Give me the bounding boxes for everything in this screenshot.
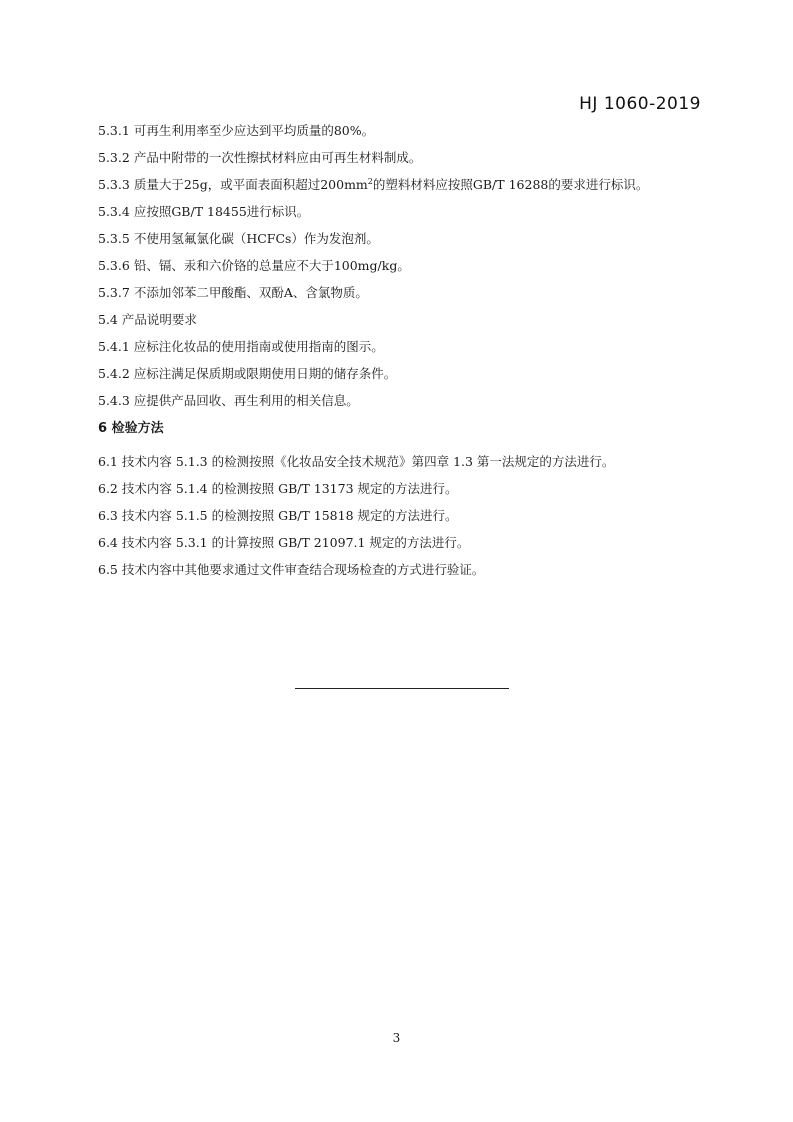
- page-number: 3: [392, 1031, 401, 1045]
- clause-6-5: 6.5 技术内容中其他要求通过文件审查结合现场检查的方式进行验证。: [98, 562, 485, 577]
- clause-text: 可再生利用率至少应达到平均质量的80%。: [133, 123, 375, 138]
- clause-number: 5.3.3: [98, 177, 130, 192]
- clause-5-4-1: 5.4.1 应标注化妆品的使用指南或使用指南的图示。: [98, 339, 384, 354]
- document-body: [98, 117, 708, 583]
- clause-number: 5.3.2: [98, 150, 130, 165]
- clause-text: 不添加邻苯二甲酸酯、双酚A、含氯物质。: [133, 285, 368, 300]
- clause-5-4-2: 5.4.2 应标注满足保质期或限期使用日期的储存条件。: [98, 366, 397, 381]
- clause-text: 应按照GB/T 18455进行标识。: [133, 204, 310, 219]
- clause-number: 5.3.6: [98, 258, 130, 273]
- section-5-4-title: 5.4 产品说明要求: [98, 312, 197, 327]
- clause-text: 铅、镉、汞和六价铬的总量应不大于100mg/kg。: [133, 258, 410, 273]
- clause-number: 5.3.4: [98, 204, 130, 219]
- superscript: 2: [367, 176, 373, 186]
- clause-number: 5.3.7: [98, 285, 130, 300]
- document-code: HJ 1060-2019: [579, 94, 701, 114]
- section-6-heading: 6 检验方法: [98, 421, 164, 436]
- clause-5-3-4: [98, 198, 708, 225]
- clause-6-1: 6.1 技术内容 5.1.3 的检测按照《化妆品安全技术规范》第四章 1.3 第一法规定的方法进行。: [98, 454, 615, 469]
- clause-5-4-3: 5.4.3 应提供产品回收、再生利用的相关信息。: [98, 393, 359, 408]
- clause-text: 不使用氢氟氯化碳（HCFCs）作为发泡剂。: [133, 231, 379, 246]
- clause-5-3-3: [98, 171, 708, 198]
- clause-6-4: 6.4 技术内容 5.3.1 的计算按照 GB/T 21097.1 规定的方法进行。: [98, 535, 470, 550]
- clause-number: 5.3.5: [98, 231, 130, 246]
- clause-5-3-7: [98, 279, 708, 306]
- clause-6-3: 6.3 技术内容 5.1.5 的检测按照 GB/T 15818 规定的方法进行。: [98, 508, 458, 523]
- clause-5-3-6: [98, 252, 708, 279]
- clause-5-3-1: [98, 117, 708, 144]
- clause-text: 质量大于25g，或平面表面积超过200mm: [133, 177, 368, 192]
- clause-5-3-5: [98, 225, 708, 252]
- end-of-text-rule: [295, 688, 509, 689]
- clause-number: 5.3.1: [98, 123, 130, 138]
- clause-6-2: 6.2 技术内容 5.1.4 的检测按照 GB/T 13173 规定的方法进行。: [98, 481, 458, 496]
- clause-5-3-2: [98, 144, 708, 171]
- clause-text-continued: 的塑料材料应按照GB/T 16288的要求进行标识。: [372, 177, 649, 192]
- clause-text: 产品中附带的一次性擦拭材料应由可再生材料制成。: [133, 150, 422, 165]
